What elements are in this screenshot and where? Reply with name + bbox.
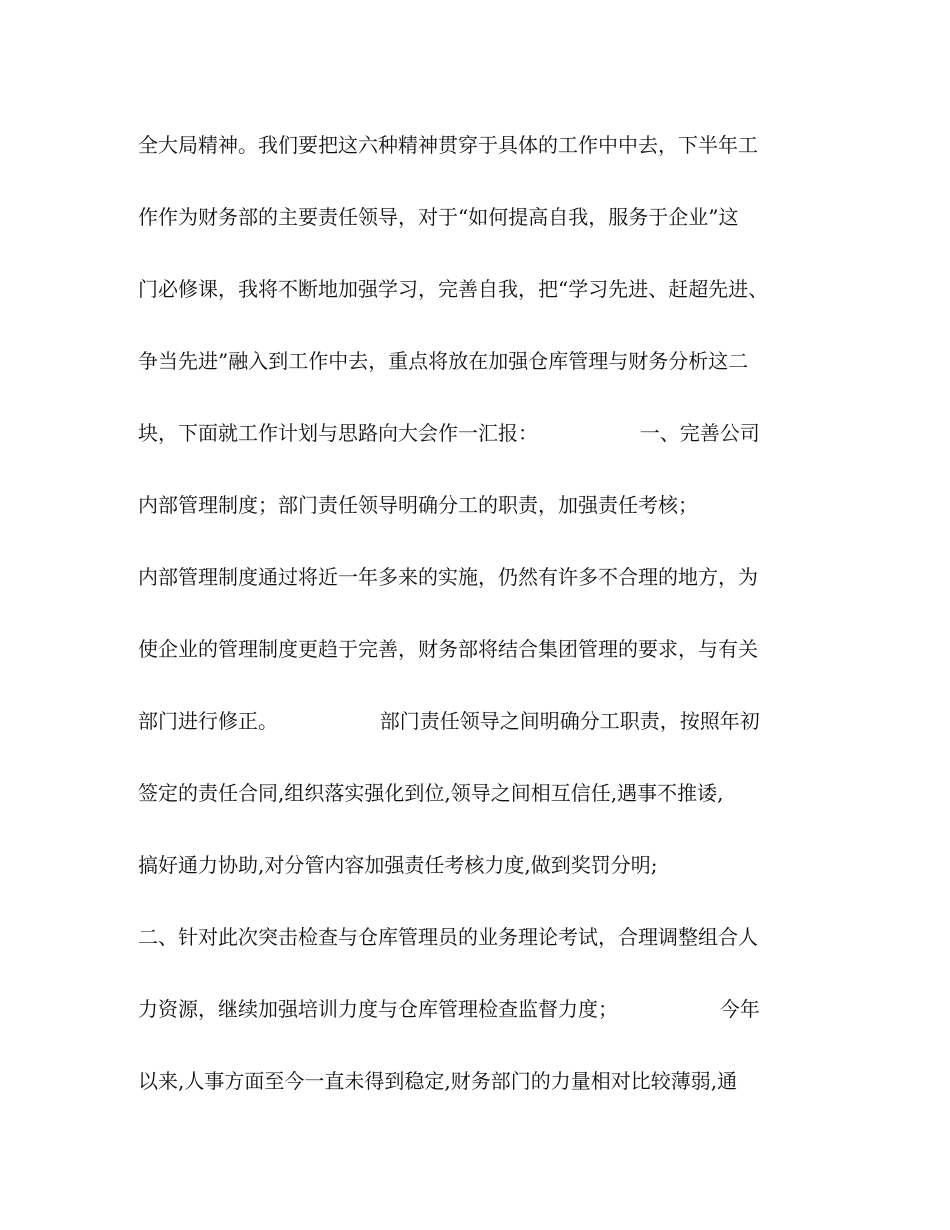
text-line-5: 块，下面就工作计划与思路向大会作一汇报： 一、完善公司 bbox=[138, 421, 760, 445]
text-line-6: 内部管理制度；部门责任领导明确分工的职责，加强责任考核； bbox=[138, 493, 698, 517]
text-line-7: 内部管理制度通过将近一年多来的实施，仍然有许多不合理的地方，为 bbox=[138, 565, 758, 589]
text-line-4: 争当先进”融入到工作中去，重点将放在加强仓库管理与财务分析这二 bbox=[138, 349, 749, 373]
text-line-12: 二、针对此次突击检查与仓库管理员的业务理论考试，合理调整组合人 bbox=[138, 925, 758, 949]
text-line-8: 使企业的管理制度更趋于完善，财务部将结合集团管理的要求，与有关 bbox=[138, 637, 758, 661]
text-line-13: 力资源，继续加强培训力度与仓库管理检查监督力度； 今年 bbox=[138, 997, 760, 1021]
text-line-10: 签定的责任合同,组织落实强化到位,领导之间相互信任,遇事不推诿, bbox=[138, 781, 724, 805]
text-line-11: 搞好通力协助,对分管内容加强责任考核力度,做到奖罚分明; bbox=[138, 853, 658, 877]
text-line-14: 以来,人事方面至今一直未得到稳定,财务部门的力量相对比较薄弱,通 bbox=[138, 1069, 738, 1093]
text-line-2: 作作为财务部的主要责任领导，对于“如何提高自我，服务于企业”这 bbox=[138, 205, 739, 229]
text-line-3: 门必修课，我将不断地加强学习，完善自我，把“学习先进、赶超先进、 bbox=[138, 277, 769, 301]
text-line-1: 全大局精神。我们要把这六种精神贯穿于具体的工作中中去，下半年工 bbox=[138, 133, 758, 157]
text-line-9: 部门进行修正。 部门责任领导之间明确分工职责，按照年初 bbox=[138, 709, 760, 733]
